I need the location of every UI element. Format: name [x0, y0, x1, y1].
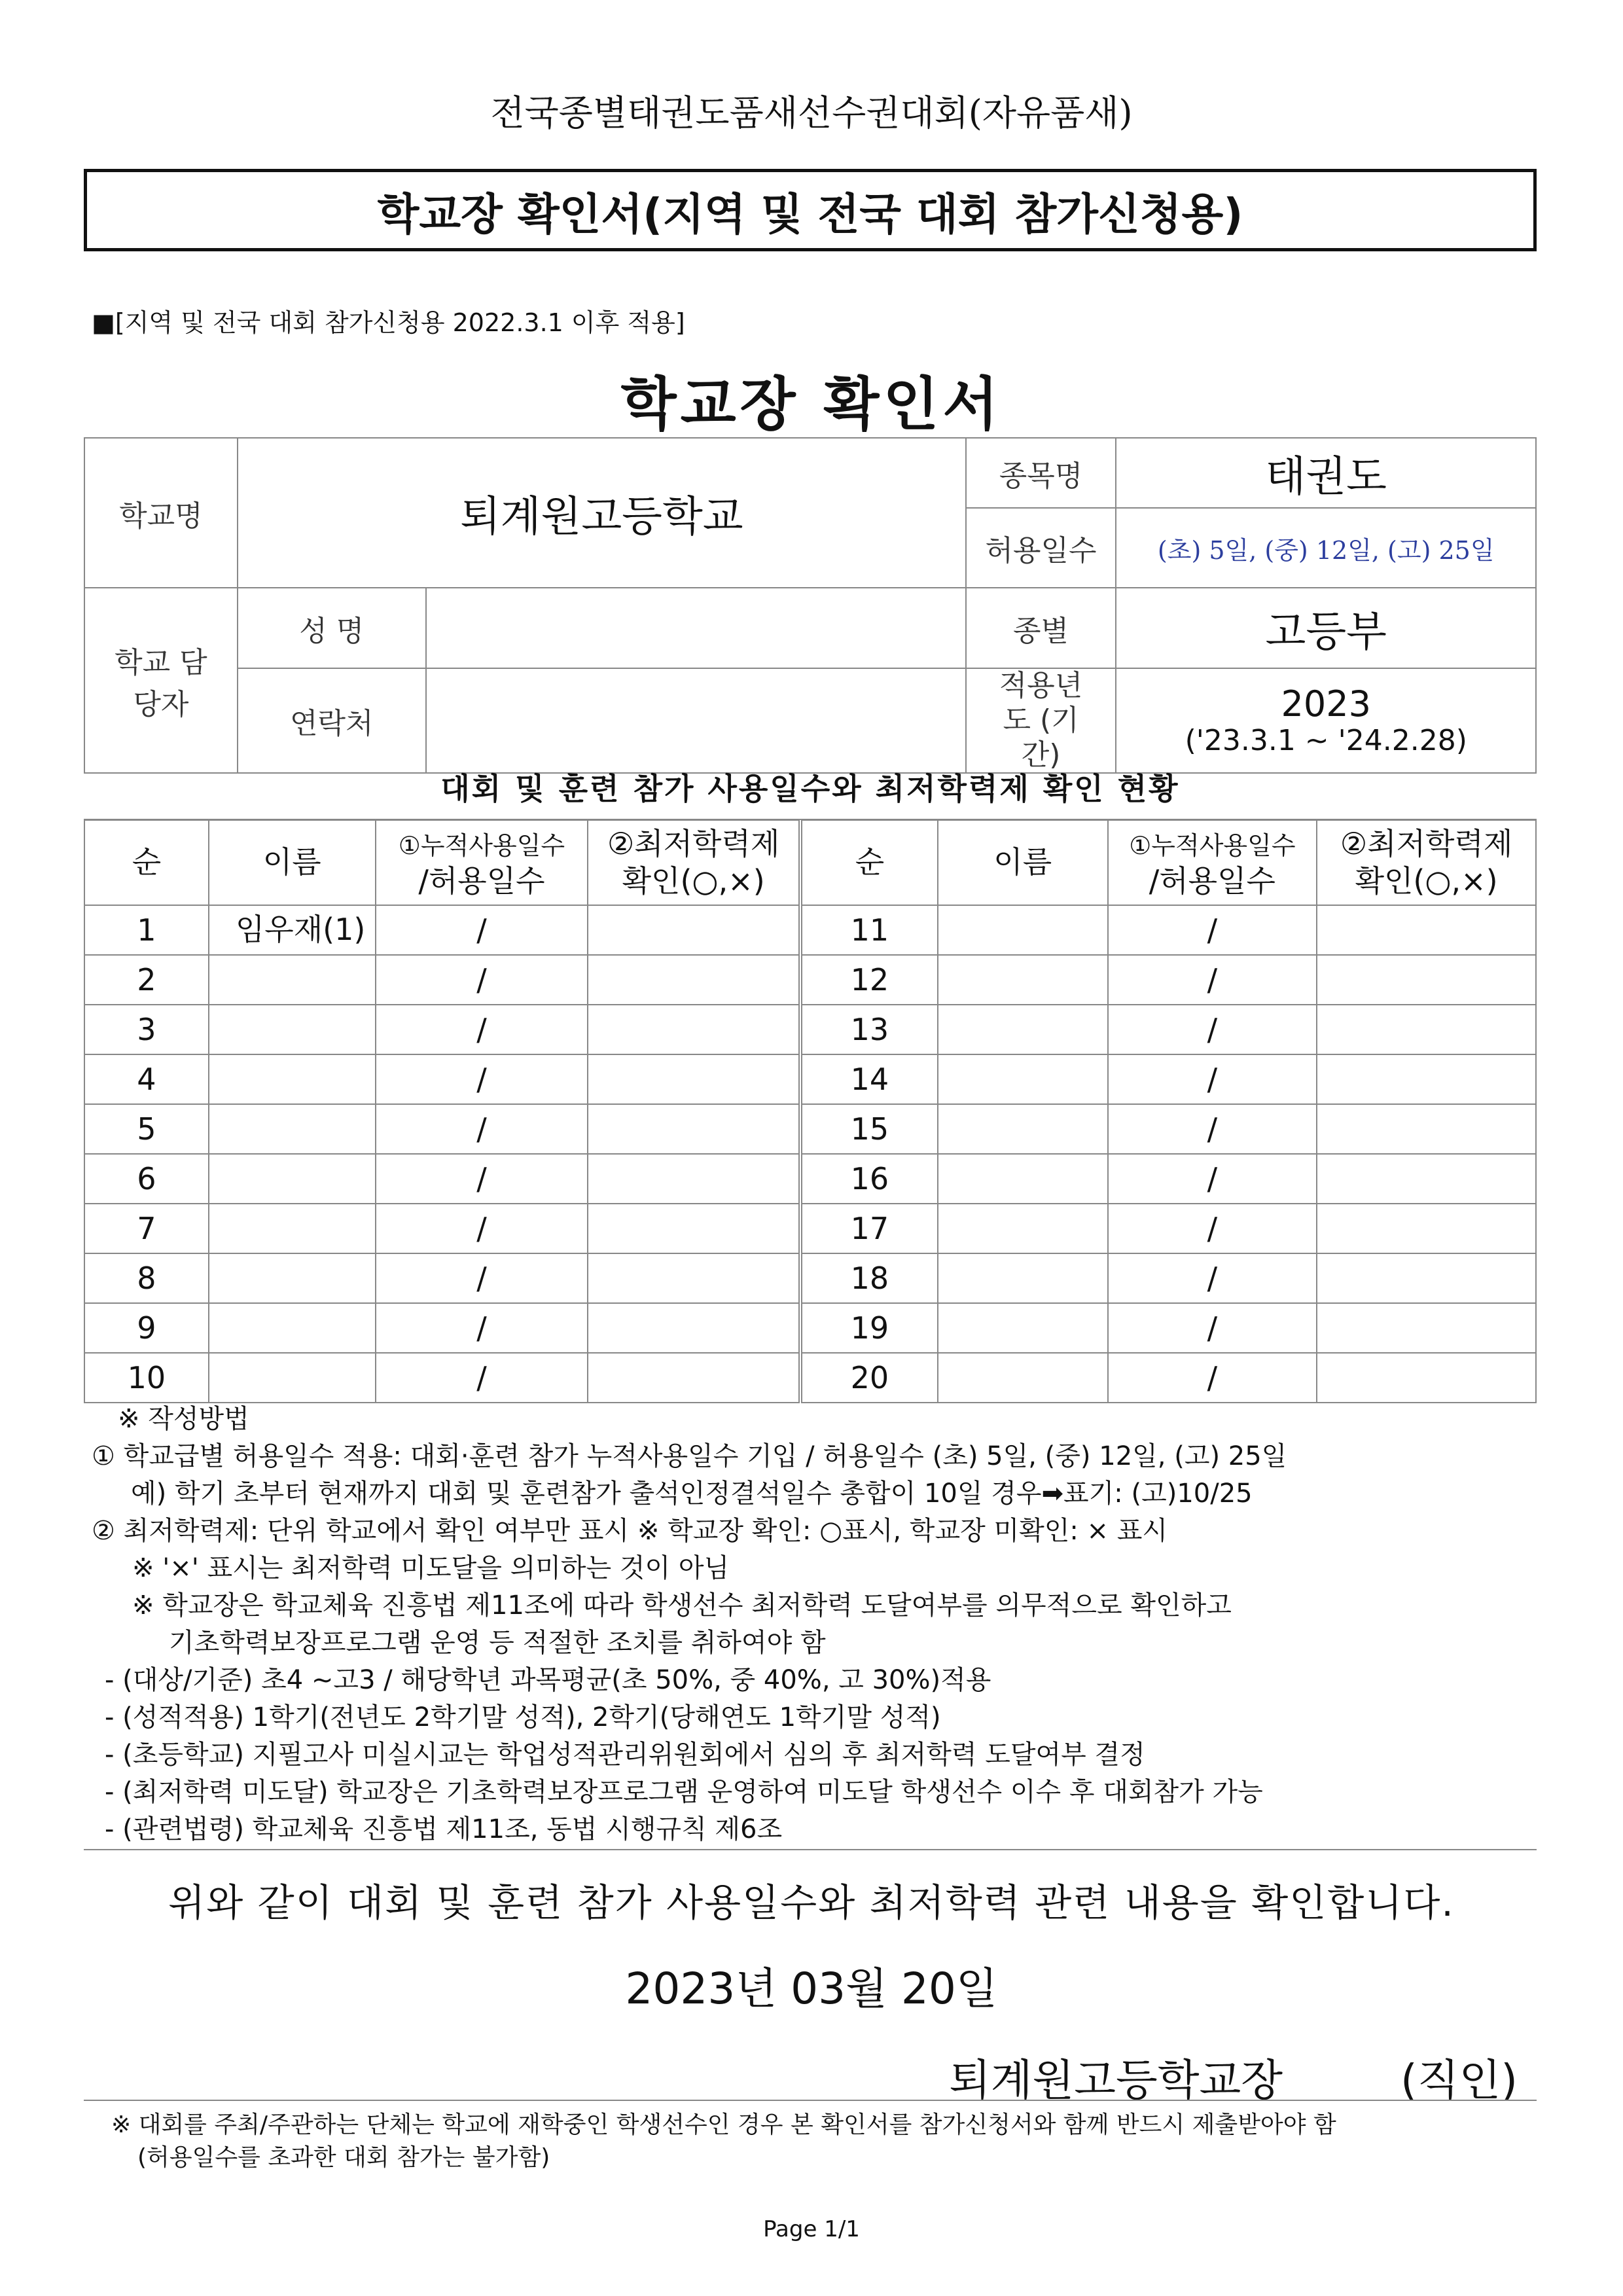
- allowed-days-label: 허용일수: [966, 508, 1116, 588]
- instruction-dash-2: - (성적적용) 1학기(전년도 2학기말 성적), 2학기(당해연도 1학기말 성적): [105, 1702, 941, 1732]
- row-no-right: 17: [800, 1204, 938, 1253]
- col-days-right: [1108, 820, 1317, 905]
- row-check-right[interactable]: [1317, 955, 1536, 1005]
- row-days[interactable]: /: [376, 1253, 588, 1303]
- row-check-right[interactable]: [1317, 1154, 1536, 1204]
- row-days-right[interactable]: /: [1108, 1154, 1317, 1204]
- row-days[interactable]: /: [376, 955, 588, 1005]
- row-check[interactable]: [588, 1204, 800, 1253]
- row-days-right[interactable]: /: [1108, 1054, 1317, 1104]
- row-no: 8: [84, 1253, 209, 1303]
- status-table: [84, 819, 1537, 1403]
- row-check[interactable]: [588, 1253, 800, 1303]
- row-check[interactable]: [588, 1005, 800, 1054]
- row-days-right[interactable]: /: [1108, 1104, 1317, 1154]
- row-name[interactable]: [209, 1353, 376, 1403]
- footer-note-line-1: ※ 대회를 주최/주관하는 단체는 학교에 재학중인 학생선수인 경우 본 확인서를 참가신청서와 함께 반드시 제출받아야 함: [111, 2111, 1336, 2138]
- col-check: [588, 820, 800, 905]
- col-days-line1: ①누적사용일수: [398, 831, 565, 860]
- col-days: [376, 820, 588, 905]
- row-days-right[interactable]: /: [1108, 1353, 1317, 1403]
- col-no-right: 순: [800, 820, 938, 905]
- row-check-right[interactable]: [1317, 905, 1536, 955]
- instruction-item-2: ② 최저학력제: 단위 학교에서 확인 여부만 표시 ※ 학교장 확인: ○표시, 학교장 미확인: × 표시: [92, 1516, 1168, 1546]
- instruction-dash-5: - (관련법령) 학교체육 진흥법 제11조, 동법 시행규칙 제6조: [105, 1814, 783, 1844]
- instructions-header: ※ 작성방법: [118, 1404, 249, 1434]
- row-name[interactable]: [209, 1303, 376, 1353]
- row-days-right[interactable]: /: [1108, 905, 1317, 955]
- year-label: 적용년도 (기간): [966, 668, 1116, 773]
- row-name-right[interactable]: [938, 1253, 1108, 1303]
- row-no: 6: [84, 1154, 209, 1204]
- row-days-right[interactable]: /: [1108, 1005, 1317, 1054]
- row-no: 7: [84, 1204, 209, 1253]
- row-name-right[interactable]: [938, 1104, 1108, 1154]
- row-days[interactable]: /: [376, 1154, 588, 1204]
- row-days[interactable]: /: [376, 1054, 588, 1104]
- event-value: 태권도: [1116, 438, 1536, 508]
- status-heading: 대회 및 훈련 참가 사용일수와 최저학력제 확인 현황: [84, 755, 1537, 820]
- row-check[interactable]: [588, 905, 800, 955]
- row-check-right[interactable]: [1317, 1303, 1536, 1353]
- row-check-right[interactable]: [1317, 1253, 1536, 1303]
- instruction-note-2-cont: 기초학력보장프로그램 운영 등 적절한 조치를 취하여야 함: [169, 1628, 826, 1658]
- row-name-right[interactable]: [938, 955, 1108, 1005]
- table-row: [84, 1054, 1536, 1104]
- event-label: 종목명: [966, 438, 1116, 508]
- table-row: [84, 1005, 1536, 1054]
- footer-note-line-2: (허용일수를 초과한 대회 참가는 불가함): [137, 2144, 550, 2171]
- row-no: 4: [84, 1054, 209, 1104]
- row-name[interactable]: [209, 955, 376, 1005]
- footer-note: [111, 2109, 1336, 2174]
- col-name-right: 이름: [938, 820, 1108, 905]
- row-no: 10: [84, 1353, 209, 1403]
- table-row: [84, 955, 1536, 1005]
- notice-line: ■[지역 및 전국 대회 참가신청용 2022.3.1 이후 적용]: [92, 308, 685, 337]
- instruction-dash-3: - (초등학교) 지필고사 미실시교는 학업성적관리위원회에서 심의 후 최저학력 도달여부 결정: [105, 1740, 1145, 1770]
- row-name[interactable]: [209, 1104, 376, 1154]
- row-no-right: 16: [800, 1154, 938, 1204]
- name-field[interactable]: [426, 588, 966, 668]
- row-no-right: 15: [800, 1104, 938, 1154]
- info-table: [84, 437, 1537, 774]
- manager-label: 학교 담당자: [84, 588, 238, 773]
- row-check[interactable]: [588, 1154, 800, 1204]
- form-title: 학교장 확인서: [620, 370, 1003, 438]
- status-body: [84, 905, 1536, 1403]
- instruction-item-1-example: 예) 학기 초부터 현재까지 대회 및 훈련참가 출석인정결석일수 총합이 10일 경우➡표기: (고)10/25: [131, 1479, 1253, 1509]
- row-days[interactable]: /: [376, 905, 588, 955]
- name-label: 성 명: [238, 588, 426, 668]
- row-name[interactable]: [209, 1253, 376, 1303]
- row-days[interactable]: /: [376, 1005, 588, 1054]
- instruction-note-2: ※ 학교장은 학교체육 진흥법 제11조에 따라 학생선수 최저학력 도달여부를 의무적으로 확인하고: [132, 1590, 1232, 1621]
- principal-name: 퇴계원고등학교장: [949, 2055, 1283, 2106]
- footer-divider: [84, 2100, 1537, 2101]
- instruction-item-1: ① 학교급별 허용일수 적용: 대회·훈련 참가 누적사용일수 기입 / 허용일수 (초) 5일, (중) 12일, (고) 25일: [92, 1441, 1287, 1471]
- table-row: [84, 1204, 1536, 1253]
- instructions: [92, 1401, 1544, 1848]
- year-value: 2023: [1281, 683, 1371, 725]
- contact-label: 연락처: [238, 668, 426, 773]
- row-check[interactable]: [588, 1303, 800, 1353]
- row-check-right[interactable]: [1317, 1054, 1536, 1104]
- row-check[interactable]: [588, 955, 800, 1005]
- row-no-right: 13: [800, 1005, 938, 1054]
- instruction-dash-4: - (최저학력 미도달) 학교장은 기초학력보장프로그램 운영하여 미도달 학생선수 이수 후 대회참가 가능: [105, 1777, 1263, 1807]
- row-name[interactable]: [209, 1204, 376, 1253]
- row-no: 1: [84, 905, 209, 955]
- col-days-right-line1: ①누적사용일수: [1129, 831, 1296, 860]
- col-no: 순: [84, 820, 209, 905]
- row-days[interactable]: /: [376, 1353, 588, 1403]
- confirm-statement: 위와 같이 대회 및 훈련 참가 사용일수와 최저학력 관련 내용을 확인합니다.: [168, 1880, 1455, 1925]
- col-check-right-line2: 확인(○,×): [1355, 863, 1498, 899]
- col-check-line2: 확인(○,×): [622, 863, 765, 899]
- row-name-right[interactable]: [938, 1054, 1108, 1104]
- col-check-right: [1317, 820, 1536, 905]
- row-name-right[interactable]: [938, 1204, 1108, 1253]
- row-name-right[interactable]: [938, 1005, 1108, 1054]
- table-row: [84, 1104, 1536, 1154]
- row-no-right: 14: [800, 1054, 938, 1104]
- row-name[interactable]: 임우재(1): [209, 905, 376, 955]
- main-title: 학교장 확인서(지역 및 전국 대회 참가신청용): [84, 169, 1537, 251]
- row-name[interactable]: [209, 1005, 376, 1054]
- col-name: 이름: [209, 820, 376, 905]
- row-days[interactable]: /: [376, 1204, 588, 1253]
- page-number: Page 1/1: [763, 2216, 860, 2242]
- division-value: 고등부: [1116, 588, 1536, 668]
- row-name-right[interactable]: [938, 1303, 1108, 1353]
- row-no-right: 20: [800, 1353, 938, 1403]
- table-row: [84, 1353, 1536, 1403]
- row-check[interactable]: [588, 1054, 800, 1104]
- row-check[interactable]: [588, 1104, 800, 1154]
- col-days-right-line2: /허용일수: [1149, 863, 1275, 899]
- row-check-right[interactable]: [1317, 1104, 1536, 1154]
- row-name-right[interactable]: [938, 1353, 1108, 1403]
- allowed-days-value: (초) 5일, (중) 12일, (고) 25일: [1116, 508, 1536, 588]
- school-value: 퇴계원고등학교: [238, 438, 966, 588]
- row-name-right[interactable]: [938, 1154, 1108, 1204]
- row-days-right[interactable]: /: [1108, 1253, 1317, 1303]
- school-label: 학교명: [84, 438, 238, 588]
- row-check-right[interactable]: [1317, 1005, 1536, 1054]
- row-days[interactable]: /: [376, 1303, 588, 1353]
- row-days-right[interactable]: /: [1108, 1303, 1317, 1353]
- row-name[interactable]: [209, 1054, 376, 1104]
- row-name[interactable]: [209, 1154, 376, 1204]
- date: 2023년 03월 20일: [625, 1964, 998, 2014]
- row-no-right: 18: [800, 1253, 938, 1303]
- row-no: 9: [84, 1303, 209, 1353]
- row-days[interactable]: /: [376, 1104, 588, 1154]
- row-no: 2: [84, 955, 209, 1005]
- col-check-line1: ②최저학력제: [607, 825, 780, 861]
- table-row: [84, 1303, 1536, 1353]
- table-row: [84, 905, 1536, 955]
- row-name-right[interactable]: [938, 905, 1108, 955]
- col-check-right-line1: ②최저학력제: [1340, 825, 1513, 861]
- table-row: [84, 1154, 1536, 1204]
- instruction-dash-1: - (대상/기준) 초4 ~고3 / 해당학년 과목평균(초 50%, 중 40%, 고 30%)적용: [105, 1665, 991, 1695]
- row-no: 3: [84, 1005, 209, 1054]
- instruction-note-1: ※ '×' 표시는 최저학력 미도달을 의미하는 것이 아님: [132, 1553, 730, 1583]
- divider: [84, 1849, 1537, 1850]
- row-days-right[interactable]: /: [1108, 955, 1317, 1005]
- row-days-right[interactable]: /: [1108, 1204, 1317, 1253]
- division-label: 종별: [966, 588, 1116, 668]
- col-days-line2: /허용일수: [418, 863, 545, 899]
- row-no-right: 11: [800, 905, 938, 955]
- row-check-right[interactable]: [1317, 1204, 1536, 1253]
- row-check[interactable]: [588, 1353, 800, 1403]
- row-no: 5: [84, 1104, 209, 1154]
- period-value: ('23.3.1 ~ '24.2.28): [1185, 723, 1467, 757]
- table-row: [84, 1253, 1536, 1303]
- event-title: 전국종별태권도품새선수권대회(자유품새): [490, 92, 1133, 134]
- row-no-right: 12: [800, 955, 938, 1005]
- seal-label: (직인): [1400, 2055, 1518, 2106]
- row-no-right: 19: [800, 1303, 938, 1353]
- row-check-right[interactable]: [1317, 1353, 1536, 1403]
